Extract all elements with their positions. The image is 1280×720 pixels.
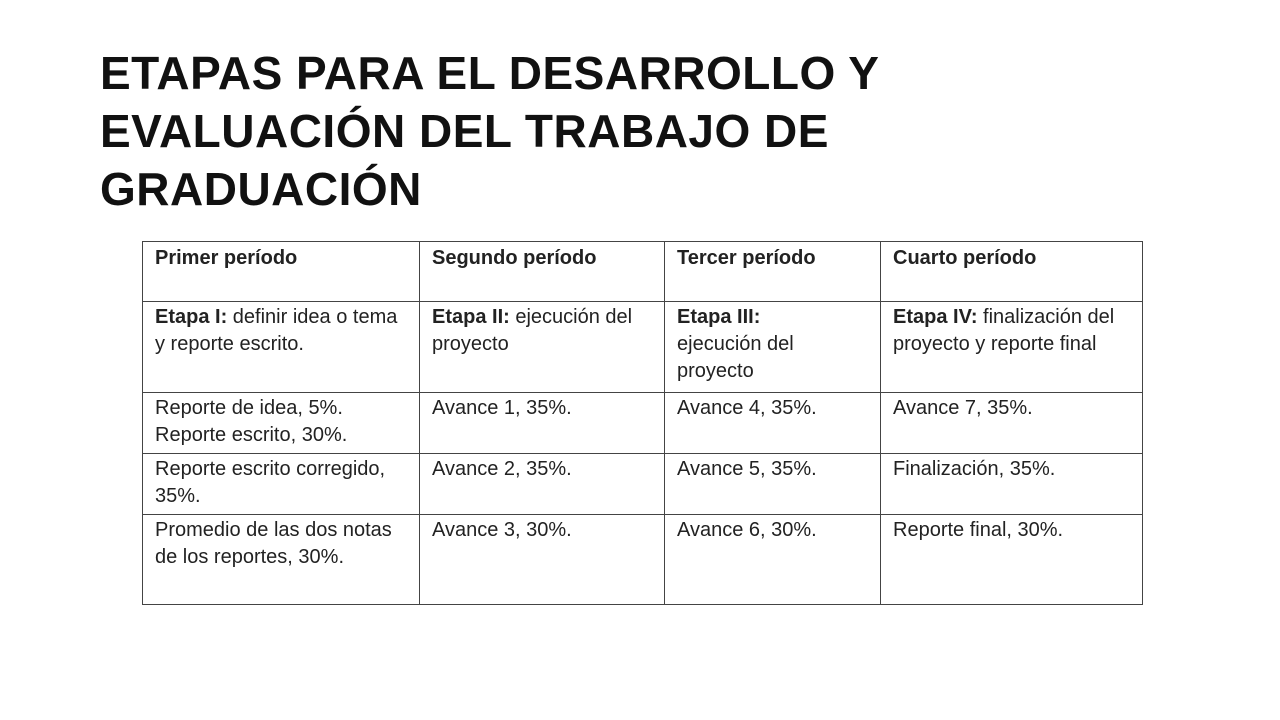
stage-description: ejecución del proyecto	[432, 306, 633, 355]
stage-cell-etapa-4	[881, 302, 1143, 393]
stage-label: Etapa I:	[155, 306, 228, 328]
table-row	[143, 393, 1143, 454]
table-row-stages	[143, 302, 1143, 393]
header-cell-cuarto-periodo: Cuarto período	[881, 242, 1143, 302]
header-cell-segundo-periodo: Segundo período	[420, 242, 665, 302]
table-cell: Reporte final, 30%.	[881, 515, 1143, 605]
header-cell-primer-periodo: Primer período	[143, 242, 420, 302]
cell-text: Reporte de idea, 5%. Reporte escrito, 30%.	[155, 397, 348, 446]
table-cell	[143, 393, 420, 454]
table-header-row	[143, 242, 1143, 302]
stages-table-container	[142, 241, 1142, 605]
table-cell: Avance 7, 35%.	[881, 393, 1143, 454]
table-row	[143, 454, 1143, 515]
stage-cell-etapa-1	[143, 302, 420, 393]
table-row	[143, 515, 1143, 605]
table-cell: Avance 4, 35%.	[665, 393, 881, 454]
stage-description: finalización del proyecto y reporte final	[893, 306, 1115, 355]
title-line-1: ETAPAS PARA EL DESARROLLO Y	[100, 47, 880, 99]
header-cell-tercer-periodo: Tercer período	[665, 242, 881, 302]
stage-description: ejecución del proyecto	[677, 333, 794, 382]
table-cell: Promedio de las dos notas de los reportes, 30%.	[143, 515, 420, 605]
stage-cell-etapa-3	[665, 302, 881, 393]
table-cell: Avance 3, 30%.	[420, 515, 665, 605]
stage-description: definir idea o tema y reporte escrito.	[155, 306, 398, 355]
stage-label: Etapa III:	[677, 306, 761, 328]
title-line-3: GRADUACIÓN	[100, 163, 422, 215]
table-cell: Avance 5, 35%.	[665, 454, 881, 515]
stages-table	[142, 241, 1143, 605]
stage-label: Etapa IV:	[893, 306, 978, 328]
table-cell: Reporte escrito corregido, 35%.	[143, 454, 420, 515]
slide-title	[100, 44, 1100, 218]
table-cell: Finalización, 35%.	[881, 454, 1143, 515]
table-cell: Avance 2, 35%.	[420, 454, 665, 515]
title-line-2: EVALUACIÓN DEL TRABAJO DE	[100, 105, 829, 157]
table-cell: Avance 1, 35%.	[420, 393, 665, 454]
table-cell: Avance 6, 30%.	[665, 515, 881, 605]
stage-label: Etapa II:	[432, 306, 510, 328]
stage-cell-etapa-2	[420, 302, 665, 393]
